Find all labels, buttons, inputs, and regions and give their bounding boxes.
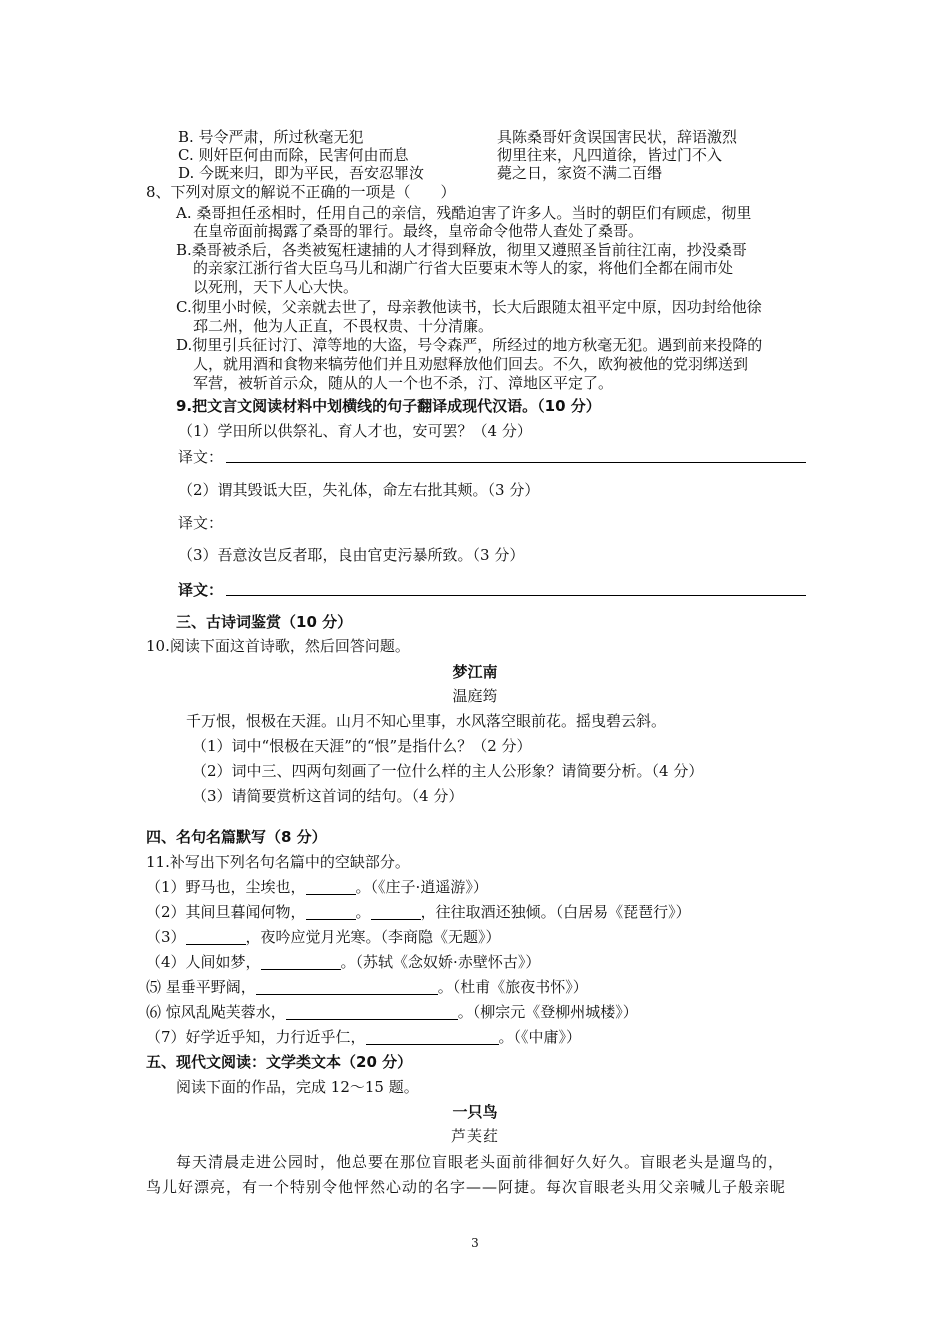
- q8-option-a-line2: 在皇帝面前揭露了桑哥的罪行。最终，皇帝命令他带人查处了桑哥。: [193, 222, 644, 240]
- q8-option-b-line2: 的亲家江浙行省大臣乌马儿和湖广行省大臣要束木等人的家，将他们全都在闹市处: [193, 259, 734, 277]
- q7-option-b-right: 具陈桑哥奸贪误国害民状，辞语激烈: [497, 128, 738, 146]
- q7-option-d-right: 薨之日，家资不满二百缗: [497, 164, 663, 182]
- q8-option-c-line2: 邳二州，他为人正直，不畏权贵、十分清廉。: [193, 317, 494, 335]
- dictation-blank-6[interactable]: [286, 1005, 458, 1020]
- q10-part-1: （1）词中“恨极在天涯”的“恨”是指什么？（2 分）: [192, 737, 532, 755]
- section-5-instruction: 阅读下面的作品，完成 12～15 题。: [176, 1078, 419, 1096]
- dictation-line-6: [146, 1002, 638, 1022]
- dictation-4-prompt: （4）人间如梦，: [146, 953, 261, 971]
- dictation-blank-2a[interactable]: [306, 905, 356, 920]
- q8-option-d-line1: D.彻里引兵征讨汀、漳等地的大盗，号令森严，所经过的地方秋毫无犯。遇到前来投降的: [176, 336, 763, 354]
- q9-answer-label-3: 译文：: [178, 581, 224, 599]
- story-author: 芦芙荭: [450, 1127, 499, 1145]
- dictation-blank-1[interactable]: [306, 880, 356, 895]
- q9-sentence-3: （3）吾意汝岂反者耶，良由官吏污暴所致。（3 分）: [178, 546, 525, 564]
- story-paragraph-line-2: 鸟儿好漂亮，有一个特别令他怦然心动的名字——阿捷。每次盲眼老头用父亲喊儿子般亲昵: [146, 1178, 787, 1196]
- q9-answer-label-1: 译文：: [178, 448, 224, 466]
- q11-stem: 11.补写出下列名句名篇中的空缺部分。: [146, 853, 410, 871]
- dictation-3-prompt: （3）: [146, 928, 186, 946]
- section-3-heading: 三、古诗词鉴赏（10 分）: [176, 613, 353, 631]
- dictation-7-source: 。（《中庸》）: [498, 1028, 582, 1046]
- q9-answer-line-3[interactable]: [226, 595, 806, 596]
- section-5-heading: 五、现代文阅读：文学类文本（20 分）: [146, 1053, 413, 1071]
- dictation-1-prompt: （1）野马也，尘埃也，: [146, 878, 306, 896]
- q8-option-b-line1: B.桑哥被杀后，各类被冤枉逮捕的人才得到释放，彻里又遵照圣旨前往江南，抄没桑哥: [176, 241, 747, 259]
- dictation-2-prompt: （2）其间旦暮闻何物，: [146, 903, 306, 921]
- dictation-2-sep: 。: [355, 903, 371, 921]
- q8-option-c-line1: C.彻里小时候，父亲就去世了，母亲教他读书，长大后跟随太祖平定中原，因功封给他徐: [176, 298, 762, 316]
- q8-option-d-line2: 人，就用酒和食物来犒劳他们并且劝慰释放他们回去。不久，欧狗被他的党羽绑送到: [193, 355, 749, 373]
- dictation-3-source: ，夜吟应觉月光寒。（李商隐《无题》）: [245, 928, 501, 946]
- q10-part-2: （2）词中三、四两句刻画了一位什么样的主人公形象？请简要分析。（4 分）: [192, 762, 704, 780]
- poem-title: 梦江南: [452, 663, 498, 681]
- dictation-5-source: 。（杜甫《旅夜书怀》）: [437, 978, 588, 996]
- dictation-blank-4[interactable]: [261, 955, 341, 970]
- q8-option-d-line3: 军营，被斩首示众，随从的人一个也不杀，汀、漳地区平定了。: [193, 374, 614, 392]
- q9-sentence-1: （1）学田所以供祭礼、育人才也，安可罢？（4 分）: [178, 422, 532, 440]
- q8-option-a-line1: A. 桑哥担任丞相时，任用自己的亲信，残酷迫害了许多人。当时的朝臣们有顾虑，彻里: [176, 204, 752, 222]
- story-paragraph-line-1: 每天清晨走进公园时，他总要在那位盲眼老头面前徘徊好久好久。盲眼老头是遛鸟的，: [176, 1153, 785, 1171]
- q9-answer-label-2: 译文：: [178, 514, 224, 532]
- story-title: 一只鸟: [452, 1103, 498, 1121]
- dictation-line-7: [146, 1027, 581, 1047]
- dictation-blank-3[interactable]: [186, 930, 246, 945]
- poem-author: 温庭筠: [452, 687, 498, 705]
- q9-sentence-2: （2）谓其毁诋大臣，失礼体，命左右批其颊。（3 分）: [178, 481, 540, 499]
- dictation-line-5: [146, 977, 588, 997]
- dictation-6-prompt: ⑹ 惊风乱飐芙蓉水，: [146, 1003, 286, 1021]
- dictation-6-source: 。（柳宗元《登柳州城楼》）: [457, 1003, 638, 1021]
- dictation-blank-7[interactable]: [366, 1030, 499, 1045]
- q8-option-b-line3: 以死刑，天下人心大快。: [193, 278, 359, 296]
- dictation-4-source: 。（苏轼《念奴娇·赤壁怀古》）: [340, 953, 541, 971]
- dictation-blank-5[interactable]: [256, 980, 438, 995]
- dictation-2-source: ，往往取酒还独倾。（白居易《琵琶行》）: [420, 903, 691, 921]
- dictation-line-2: [146, 902, 691, 922]
- dictation-line-1: [146, 877, 488, 897]
- dictation-blank-2b[interactable]: [371, 905, 421, 920]
- dictation-line-3: [146, 927, 501, 947]
- q10-part-3: （3）请简要赏析这首词的结句。（4 分）: [192, 787, 464, 805]
- page-number: 3: [471, 1236, 479, 1250]
- dictation-7-prompt: （7）好学近乎知，力行近乎仁，: [146, 1028, 366, 1046]
- q9-stem: 9.把文言文阅读材料中划横线的句子翻译成现代汉语。（10 分）: [176, 397, 601, 415]
- q7-option-c-right: 彻里往来，凡四道徐，皆过门不入: [497, 146, 723, 164]
- dictation-line-4: [146, 952, 540, 972]
- q9-answer-line-1[interactable]: [226, 462, 806, 463]
- q10-stem: 10.阅读下面这首诗歌，然后回答问题。: [146, 637, 410, 655]
- q7-option-d: D. 今既来归，即为平民，吾安忍罪汝: [178, 164, 425, 182]
- section-4-heading: 四、名句名篇默写（8 分）: [146, 828, 327, 846]
- dictation-5-prompt: ⑸ 星垂平野阔，: [146, 978, 256, 996]
- q7-option-c: C. 则奸臣何由而除，民害何由而息: [178, 146, 409, 164]
- dictation-1-source: 。（《庄子·逍遥游》）: [355, 878, 488, 896]
- q8-stem: 8、下列对原文的解说不正确的一项是（ ）: [146, 183, 456, 201]
- poem-text: 千万恨，恨极在天涯。山月不知心里事，水风落空眼前花。摇曳碧云斜。: [186, 712, 667, 730]
- q7-option-b: B. 号令严肃，所过秋毫无犯: [178, 128, 364, 146]
